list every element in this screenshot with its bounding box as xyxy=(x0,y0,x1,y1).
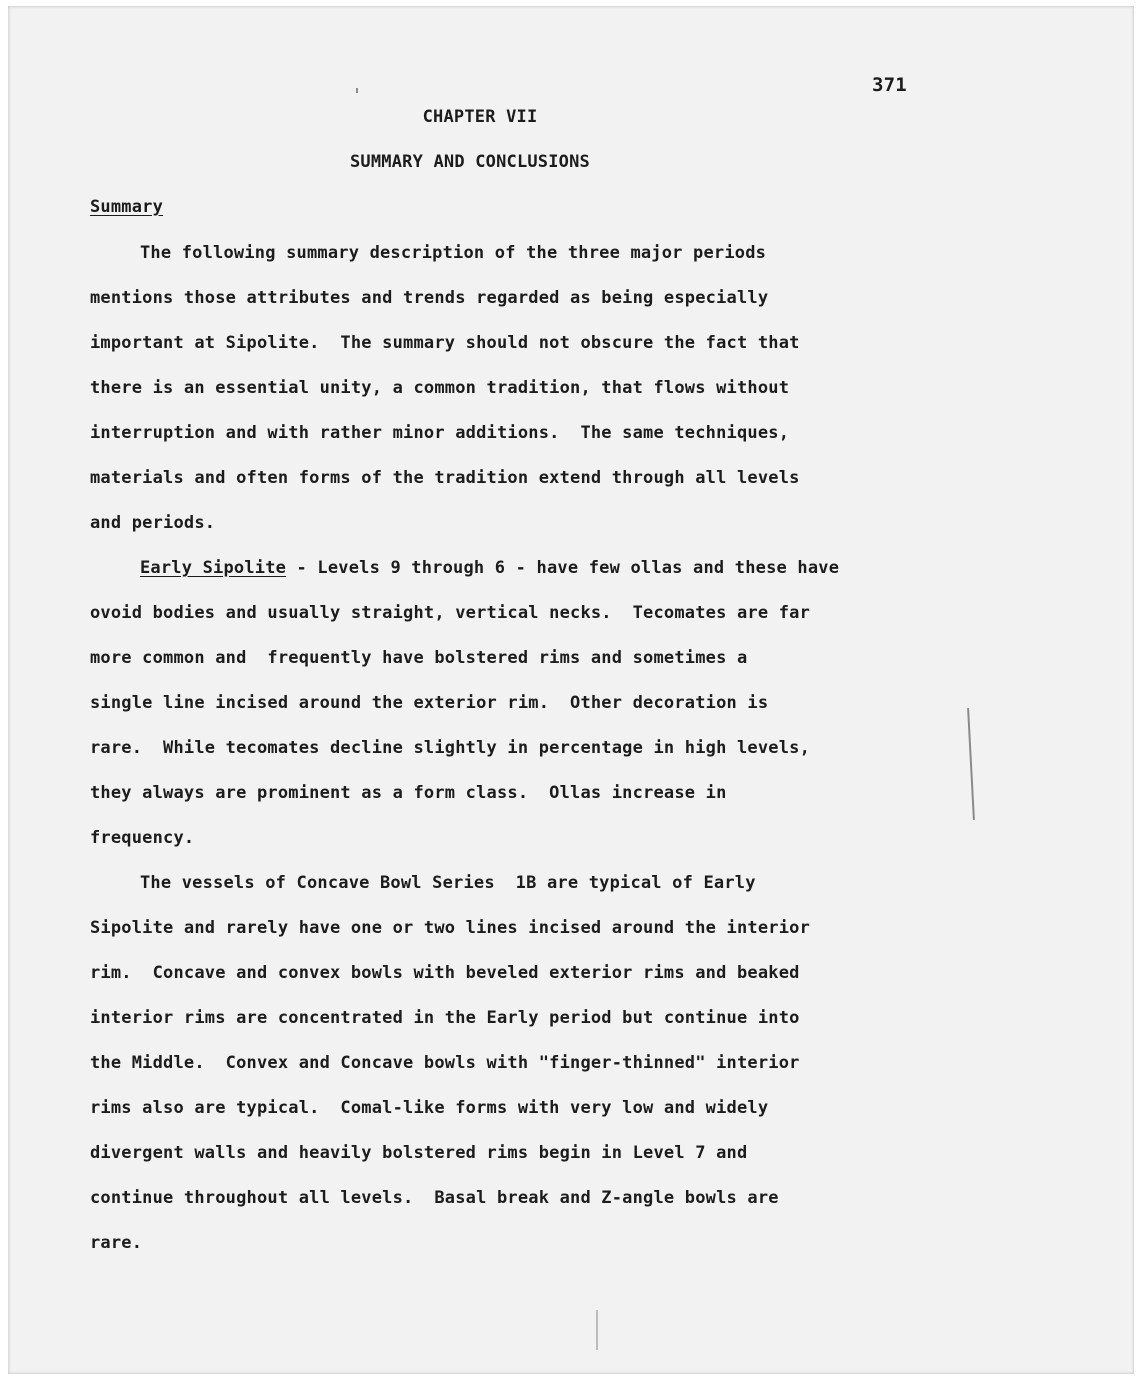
paragraph-line: they always are prominent as a form class. Ollas increase in xyxy=(90,783,727,803)
paragraph-line: single line incised around the exterior rim. Other decoration is xyxy=(90,693,769,713)
paragraph-line-text: - Levels 9 through 6 - have few ollas and these have xyxy=(286,558,840,578)
scan-artifact-line xyxy=(596,1310,598,1350)
page-title: SUMMARY AND CONCLUSIONS xyxy=(349,152,590,172)
paragraph-line: interior rims are concentrated in the Early period but continue into xyxy=(90,1008,800,1028)
paragraph-line: rim. Concave and convex bowls with beveled exterior rims and beaked xyxy=(90,963,800,983)
paragraph-line: important at Sipolite. The summary should not obscure the fact that xyxy=(90,333,800,353)
paragraph-line: Sipolite and rarely have one or two lines incised around the interior xyxy=(90,918,811,938)
paragraph-line: there is an essential unity, a common tradition, that flows without xyxy=(90,378,790,398)
paragraph-line: divergent walls and heavily bolstered rims begin in Level 7 and xyxy=(90,1143,748,1163)
paragraph-line: mentions those attributes and trends regarded as being especially xyxy=(90,288,769,308)
paragraph-line: rare. While tecomates decline slightly in percentage in high levels, xyxy=(90,738,811,758)
paragraph-line: rare. xyxy=(90,1233,143,1253)
document-page xyxy=(8,6,1134,1374)
page-number: 371 xyxy=(872,74,907,96)
paragraph-line: and periods. xyxy=(90,513,216,533)
scan-speck xyxy=(356,88,358,93)
early-sipolite-heading: Early Sipolite xyxy=(140,558,287,578)
paragraph-line: The following summary description of the three major periods xyxy=(140,243,767,263)
chapter-heading: CHAPTER VII xyxy=(422,107,538,127)
paragraph-line: the Middle. Convex and Concave bowls with "finger-thinned" interior xyxy=(90,1053,800,1073)
paragraph-line: interruption and with rather minor additions. The same techniques, xyxy=(90,423,790,443)
paragraph-line: more common and frequently have bolstered rims and sometimes a xyxy=(90,648,748,668)
paragraph-line: materials and often forms of the tradition extend through all levels xyxy=(90,468,800,488)
section-heading: Summary xyxy=(90,197,164,217)
paragraph-line: frequency. xyxy=(90,828,195,848)
paragraph-line: rims also are typical. Comal-like forms with very low and widely xyxy=(90,1098,769,1118)
paragraph-line xyxy=(140,558,839,578)
paragraph-line: The vessels of Concave Bowl Series 1B are typical of Early xyxy=(140,873,756,893)
paragraph-line: ovoid bodies and usually straight, vertical necks. Tecomates are far xyxy=(90,603,811,623)
paragraph-line: continue throughout all levels. Basal break and Z-angle bowls are xyxy=(90,1188,779,1208)
